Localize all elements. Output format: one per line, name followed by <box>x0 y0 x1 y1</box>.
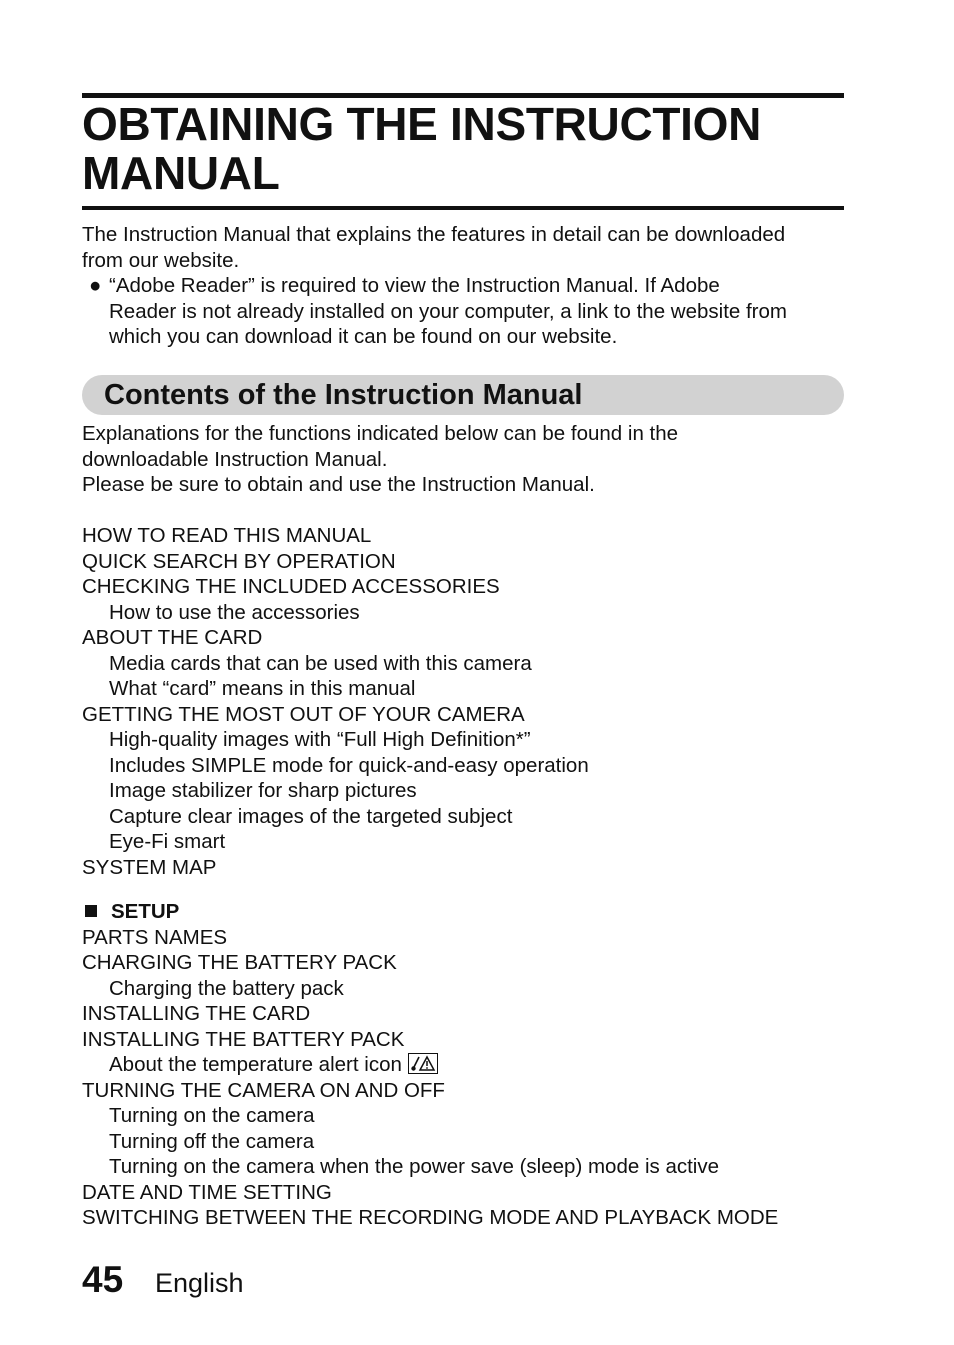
section-title: Contents of the Instruction Manual <box>104 379 583 411</box>
toc-subitem: Includes SIMPLE mode for quick-and-easy operation <box>109 753 589 777</box>
toc-subitem: Eye-Fi smart <box>109 830 226 853</box>
page-title <box>82 100 844 198</box>
toc-subitem-label: About the temperature alert icon <box>109 1053 402 1076</box>
toc-chapter: GETTING THE MOST OUT OF YOUR CAMERA <box>82 702 525 726</box>
toc-chapter: PARTS NAMES <box>82 925 228 949</box>
explanation-line: Explanations for the functions indicated below can be found in the <box>82 422 679 445</box>
toc-chapter: HOW TO READ THIS MANUAL <box>82 524 372 547</box>
toc-subitem: Turning on the camera when the power save (sleep) mode is active <box>109 1155 719 1178</box>
note-line: which you can download it can be found on our website. <box>109 325 618 348</box>
toc-subitem: High-quality images with “Full High Definition*” <box>109 728 531 751</box>
explanation-line: Please be sure to obtain and use the Instruction Manual. <box>82 473 595 496</box>
setup-heading <box>82 899 862 925</box>
square-bullet-icon <box>85 905 97 917</box>
page-footer <box>82 1260 482 1300</box>
toc-subitem: Media cards that can be used with this camera <box>109 651 532 675</box>
toc-chapter: SYSTEM MAP <box>82 855 217 879</box>
toc-chapter: INSTALLING THE BATTERY PACK <box>82 1027 405 1051</box>
intro-line: The Instruction Manual that explains the features in detail can be downloaded <box>82 223 786 246</box>
page-number: 45 <box>82 1259 124 1300</box>
intro-block <box>82 222 852 350</box>
toc-chapter: CHECKING THE INCLUDED ACCESSORIES <box>82 575 500 598</box>
toc-subitem: Charging the battery pack <box>109 976 344 1000</box>
temperature-alert-icon <box>408 1053 438 1074</box>
toc-subitem: Turning off the camera <box>109 1129 315 1153</box>
toc-spacer <box>82 880 862 899</box>
note-line: “Adobe Reader” is required to view the Instruction Manual. If Adobe <box>109 274 720 297</box>
section-explanation <box>82 421 852 498</box>
explanation-paragraph <box>82 421 852 498</box>
section-header-bar <box>82 375 844 415</box>
toc-chapter: SWITCHING BETWEEN THE RECORDING MODE AND PLAYBACK MODE <box>82 1206 779 1229</box>
toc-subitem: Image stabilizer for sharp pictures <box>109 779 417 802</box>
toc-chapter: ABOUT THE CARD <box>82 626 263 649</box>
note-line: Reader is not already installed on your computer, a link to the website from <box>109 299 787 323</box>
language-label: English <box>155 1268 244 1298</box>
toc-subitem: How to use the accessories <box>109 600 360 624</box>
toc-subitem-temperature-alert <box>82 1052 862 1078</box>
toc-chapter: DATE AND TIME SETTING <box>82 1180 332 1204</box>
toc-subitem: Capture clear images of the targeted subject <box>109 804 513 828</box>
toc-chapter: TURNING THE CAMERA ON AND OFF <box>82 1078 445 1102</box>
intro-paragraph <box>82 222 852 273</box>
toc-subitem: What “card” means in this manual <box>109 677 416 700</box>
page-title-line-2: MANUAL <box>82 147 280 199</box>
toc-subitem: Turning on the camera <box>109 1104 315 1127</box>
table-of-contents <box>82 523 862 1231</box>
page-title-line-1: OBTAINING THE INSTRUCTION <box>82 98 762 150</box>
toc-chapter: QUICK SEARCH BY OPERATION <box>82 549 396 573</box>
setup-heading-label: SETUP <box>111 900 180 923</box>
adobe-reader-note <box>82 273 852 350</box>
toc-chapter: CHARGING THE BATTERY PACK <box>82 951 397 974</box>
toc-chapter: INSTALLING THE CARD <box>82 1002 311 1025</box>
bullet-icon: ● <box>89 274 102 297</box>
title-bottom-rule <box>82 206 844 210</box>
explanation-line: downloadable Instruction Manual. <box>82 447 388 471</box>
intro-line: from our website. <box>82 248 240 272</box>
